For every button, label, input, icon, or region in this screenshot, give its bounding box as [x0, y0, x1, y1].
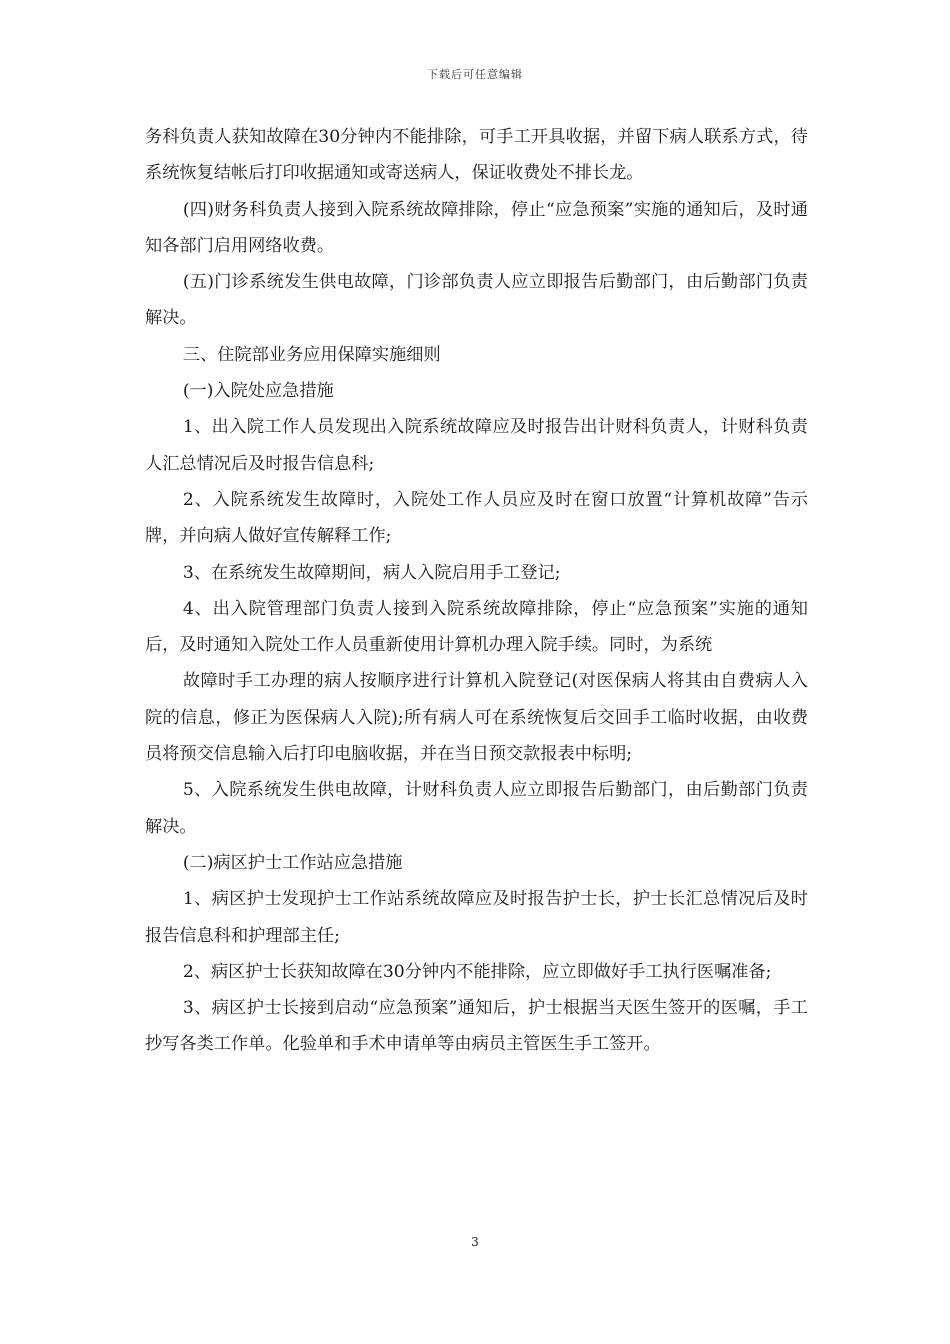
paragraph: 5、入院系统发生供电故障，计财科负责人应立即报告后勤部门，由后勤部门负责解决。	[145, 780, 808, 837]
paragraph: (五)门诊系统发生供电故障，门诊部负责人应立即报告后勤部门，由后勤部门负责解决。	[145, 272, 808, 329]
paragraph: 1、出入院工作人员发现出入院系统故障应及时报告出计财科负责人，计财科负责人汇总情况后及时报告信息科;	[145, 417, 808, 474]
paragraph: 3、病区护士长接到启动“应急预案”通知后，护士根据当天医生签开的医嘱，手工抄写各类工作单。化验单和手术申请单等由病员主管医生手工签开。	[145, 998, 808, 1055]
document-body	[145, 119, 808, 1063]
subsection-heading: (二)病区护士工作站应急措施	[182, 852, 403, 873]
paragraph: 2、病区护士长获知故障在30分钟内不能排除，应立即做好手工执行医嘱准备;	[182, 961, 772, 982]
page-header: 下载后可任意编辑	[427, 68, 523, 81]
paragraph: 务科负责人获知故障在30分钟内不能排除，可手工开具收据，并留下病人联系方式，待系统恢复结帐后打印收据通知或寄送病人，保证收费处不排长龙。	[145, 127, 808, 184]
paragraph: 1、病区护士发现护士工作站系统故障应及时报告护士长，护士长汇总情况后及时报告信息科和护理部主任;	[145, 889, 808, 946]
paragraph: 4、出入院管理部门负责人接到入院系统故障排除，停止“应急预案”实施的通知后，及时通知入院处工作人员重新使用计算机办理入院手续。同时，为系统	[145, 598, 808, 656]
paragraph: 故障时手工办理的病人按顺序进行计算机入院登记(对医保病人将其由自费病人入院的信息，修正为医保病人入院);所有病人可在系统恢复后交回手工临时收据，由收费员将预交信息输入后打印电脑收据，并在当日预交款报表中标明;	[145, 671, 808, 765]
section-heading: 三、住院部业务应用保障实施细则	[182, 344, 441, 365]
subsection-heading: (一)入院处应急措施	[182, 381, 334, 402]
paragraph: 3、在系统发生故障期间，病人入院启用手工登记;	[182, 562, 561, 583]
page-number: 3	[471, 1235, 479, 1249]
paragraph: (四)财务科负责人接到入院系统故障排除，停止“应急预案”实施的通知后，及时通知各部门启用网络收费。	[145, 199, 808, 256]
paragraph: 2、入院系统发生故障时，入院处工作人员应及时在窗口放置“计算机故障”告示牌，并向病人做好宣传解释工作;	[145, 489, 808, 547]
